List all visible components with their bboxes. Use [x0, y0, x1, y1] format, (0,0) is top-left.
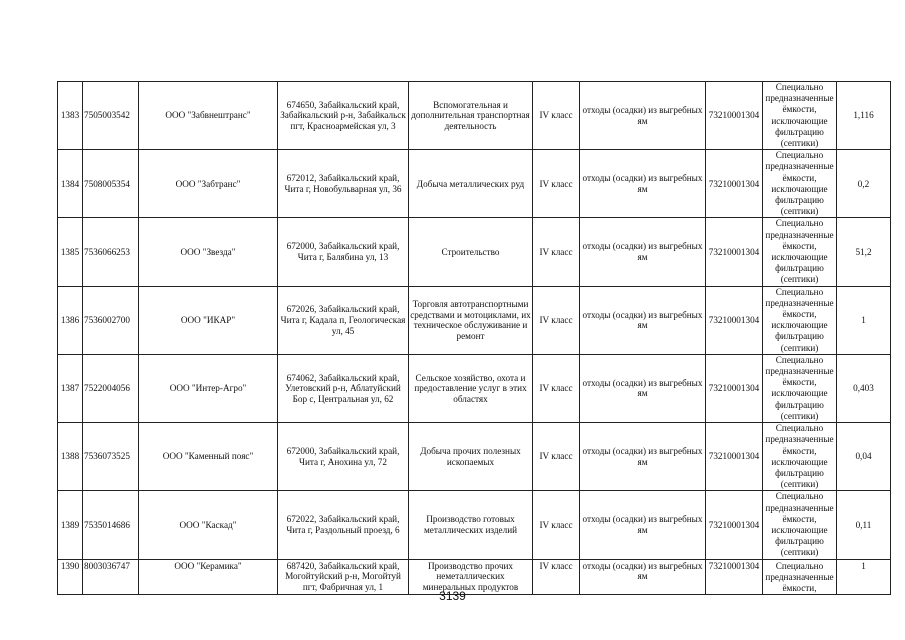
- hazard-class-cell: IV класс: [533, 286, 580, 354]
- amount-cell: 1: [837, 559, 891, 595]
- inn-cell: 8003036747: [83, 559, 139, 595]
- hazard-class-cell: IV класс: [533, 218, 580, 286]
- placement-cell: Специально предназначенные ёмкости,: [763, 559, 837, 595]
- waste-name-cell: отходы (осадки) из выгребных ям: [580, 150, 706, 218]
- placement-cell: Специально предназначенные ёмкости, исключающие фильтрацию (септики): [763, 286, 837, 354]
- waste-name-cell: отходы (осадки) из выгребных ям: [580, 491, 706, 559]
- table-row: [58, 354, 891, 422]
- placement-cell: Специально предназначенные ёмкости, исключающие фильтрацию (септики): [763, 218, 837, 286]
- address-cell: 672000, Забайкальский край, Чита г, Балябина ул, 13: [278, 218, 409, 286]
- row-number: 1390: [58, 559, 83, 595]
- fkko-code-cell: 73210001304: [706, 354, 763, 422]
- inn-cell: 7536073525: [83, 423, 139, 491]
- table-row: [58, 286, 891, 354]
- amount-cell: 1: [837, 286, 891, 354]
- organization-cell: ООО "Звезда": [139, 218, 278, 286]
- row-number: 1384: [58, 150, 83, 218]
- address-cell: 687420, Забайкальский край, Могойтуйский р-н, Могойтуй пгт, Фабричная ул, 1: [278, 559, 409, 595]
- waste-name-cell: отходы (осадки) из выгребных ям: [580, 354, 706, 422]
- amount-cell: 0,2: [837, 150, 891, 218]
- hazard-class-cell: IV класс: [533, 491, 580, 559]
- placement-cell: Специально предназначенные ёмкости, исключающие фильтрацию (септики): [763, 491, 837, 559]
- address-cell: 672026, Забайкальский край, Чита г, Кадала п, Геологическая ул, 45: [278, 286, 409, 354]
- amount-cell: 0,403: [837, 354, 891, 422]
- fkko-code-cell: 73210001304: [706, 423, 763, 491]
- table-body: [58, 82, 891, 595]
- activity-cell: Сельское хозяйство, охота и предоставление услуг в этих областях: [409, 354, 533, 422]
- placement-cell: Специально предназначенные ёмкости, исключающие фильтрацию (септики): [763, 82, 837, 150]
- organization-cell: ООО "Забтранс": [139, 150, 278, 218]
- activity-cell: Добыча металлических руд: [409, 150, 533, 218]
- activity-cell: Вспомогательная и дополнительная транспортная деятельность: [409, 82, 533, 150]
- waste-name-cell: отходы (осадки) из выгребных ям: [580, 286, 706, 354]
- table-row: [58, 82, 891, 150]
- address-cell: 674650, Забайкальский край, Забайкальский р-н, Забайкальск пгт, Красноармейская ул, 3: [278, 82, 409, 150]
- fkko-code-cell: 73210001304: [706, 286, 763, 354]
- activity-cell: Производство прочих неметаллических минеральных продуктов: [409, 559, 533, 595]
- row-number: 1387: [58, 354, 83, 422]
- activity-cell: Торговля автотранспортными средствами и мотоциклами, их техническое обслуживание и ремонт: [409, 286, 533, 354]
- hazard-class-cell: IV класс: [533, 423, 580, 491]
- organization-cell: ООО "Интер-Агро": [139, 354, 278, 422]
- amount-cell: 51,2: [837, 218, 891, 286]
- placement-cell: Специально предназначенные ёмкости, исключающие фильтрацию (септики): [763, 354, 837, 422]
- inn-cell: 7536002700: [83, 286, 139, 354]
- inn-cell: 7535014686: [83, 491, 139, 559]
- amount-cell: 0,11: [837, 491, 891, 559]
- address-cell: 674062, Забайкальский край, Улетовский р-н, Аблатуйский Бор с, Центральная ул, 62: [278, 354, 409, 422]
- waste-name-cell: отходы (осадки) из выгребных ям: [580, 423, 706, 491]
- address-cell: 672012, Забайкальский край, Чита г, Новобульварная ул, 36: [278, 150, 409, 218]
- address-cell: 672000, Забайкальский край, Чита г, Анохина ул, 72: [278, 423, 409, 491]
- row-number: 1388: [58, 423, 83, 491]
- fkko-code-cell: 73210001304: [706, 150, 763, 218]
- organization-cell: ООО "Керамика": [139, 559, 278, 595]
- address-cell: 672022, Забайкальский край, Чита г, Раздольный проезд, 6: [278, 491, 409, 559]
- table-row: [58, 423, 891, 491]
- inn-cell: 7508005354: [83, 150, 139, 218]
- waste-name-cell: отходы (осадки) из выгребных ям: [580, 559, 706, 595]
- activity-cell: Производство готовых металлических изделий: [409, 491, 533, 559]
- fkko-code-cell: 73210001304: [706, 559, 763, 595]
- hazard-class-cell: IV класс: [533, 150, 580, 218]
- waste-name-cell: отходы (осадки) из выгребных ям: [580, 82, 706, 150]
- fkko-code-cell: 73210001304: [706, 82, 763, 150]
- organization-cell: ООО "Каменный пояс": [139, 423, 278, 491]
- organization-cell: ООО "ИКАР": [139, 286, 278, 354]
- hazard-class-cell: IV класс: [533, 559, 580, 595]
- row-number: 1386: [58, 286, 83, 354]
- inn-cell: 7536066253: [83, 218, 139, 286]
- row-number: 1385: [58, 218, 83, 286]
- hazard-class-cell: IV класс: [533, 354, 580, 422]
- amount-cell: 1,116: [837, 82, 891, 150]
- table-row: [58, 218, 891, 286]
- organization-cell: ООО "Каскад": [139, 491, 278, 559]
- fkko-code-cell: 73210001304: [706, 218, 763, 286]
- activity-cell: Добыча прочих полезных ископаемых: [409, 423, 533, 491]
- activity-cell: Строительство: [409, 218, 533, 286]
- inn-cell: 7522004056: [83, 354, 139, 422]
- waste-name-cell: отходы (осадки) из выгребных ям: [580, 218, 706, 286]
- fkko-code-cell: 73210001304: [706, 491, 763, 559]
- row-number: 1389: [58, 491, 83, 559]
- row-number: 1383: [58, 82, 83, 150]
- page-number: 3139: [439, 589, 466, 603]
- amount-cell: 0,04: [837, 423, 891, 491]
- waste-registry-table: [57, 81, 891, 595]
- table-row: [58, 150, 891, 218]
- hazard-class-cell: IV класс: [533, 82, 580, 150]
- placement-cell: Специально предназначенные ёмкости, исключающие фильтрацию (септики): [763, 150, 837, 218]
- table-row: [58, 491, 891, 559]
- placement-cell: Специально предназначенные ёмкости, исключающие фильтрацию (септики): [763, 423, 837, 491]
- inn-cell: 7505003542: [83, 82, 139, 150]
- organization-cell: ООО "Забвнештранс": [139, 82, 278, 150]
